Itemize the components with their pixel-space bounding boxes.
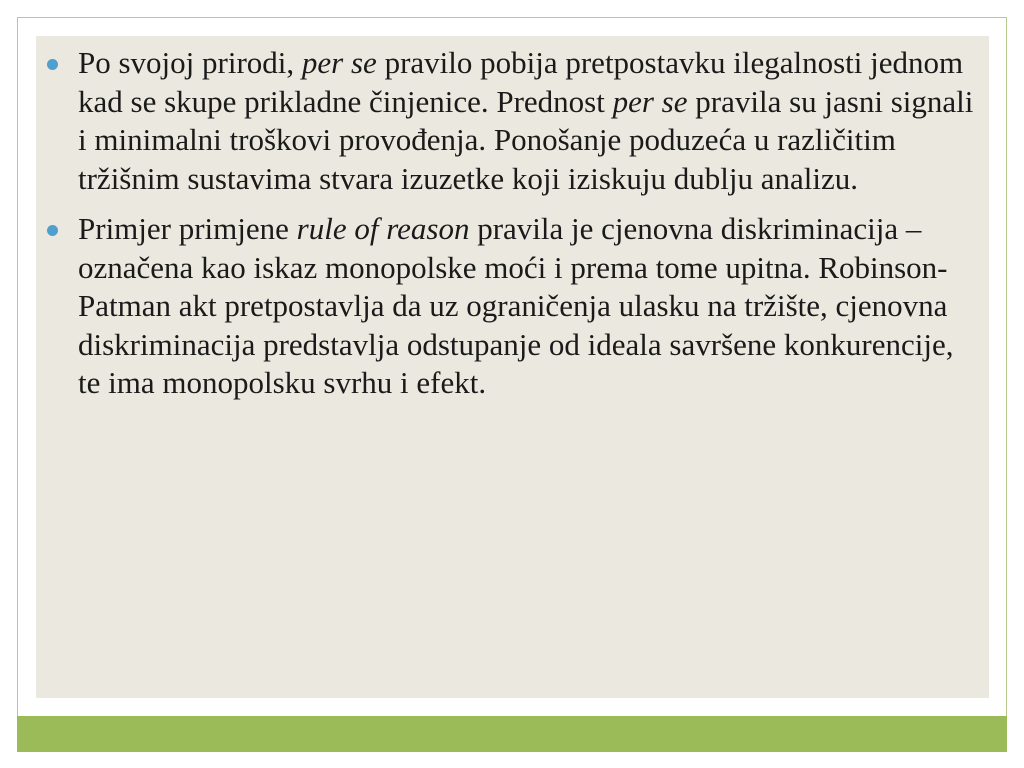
bullet-item-1 — [78, 44, 978, 198]
bullet-item-2 — [78, 210, 978, 403]
bullet-2-run-3: pravila je cjenovna diskriminacija – označena kao iskaz monopolske moći i prema tome upitna. Robinson-Patman akt pretpostavlja da uz ograničenja ulasku na tržište, cjenovna diskriminacija predstavlja odstupanje od ideala savršene konkurencije, te ima monopolsku svrhu i efekt. — [78, 211, 954, 400]
bullet-dot-icon — [47, 59, 58, 70]
bullet-1-run-2: per se — [301, 45, 377, 80]
bullet-1-run-1: Po svojoj prirodi, — [78, 45, 302, 80]
bullet-list — [78, 44, 978, 415]
bullet-dot-icon — [47, 225, 58, 236]
bullet-2-run-2: rule of reason — [296, 211, 470, 246]
accent-bar — [17, 716, 1007, 752]
bullet-1-run-5: pravila su jasni signali i minimalni troškovi provođenja. Ponošanje poduzeća u različitim tržišnim sustavima stvara izuzetke koji iziskuju dublju analizu. — [78, 83, 974, 196]
bullet-2-run-1: Primjer primjene — [78, 211, 297, 246]
bullet-1-run-4: per se — [612, 83, 688, 119]
bullet-1-run-3: pravilo pobija pretpostavku ilegalnosti jednom kad se skupe prikladne činjenice. Prednost — [78, 45, 964, 119]
